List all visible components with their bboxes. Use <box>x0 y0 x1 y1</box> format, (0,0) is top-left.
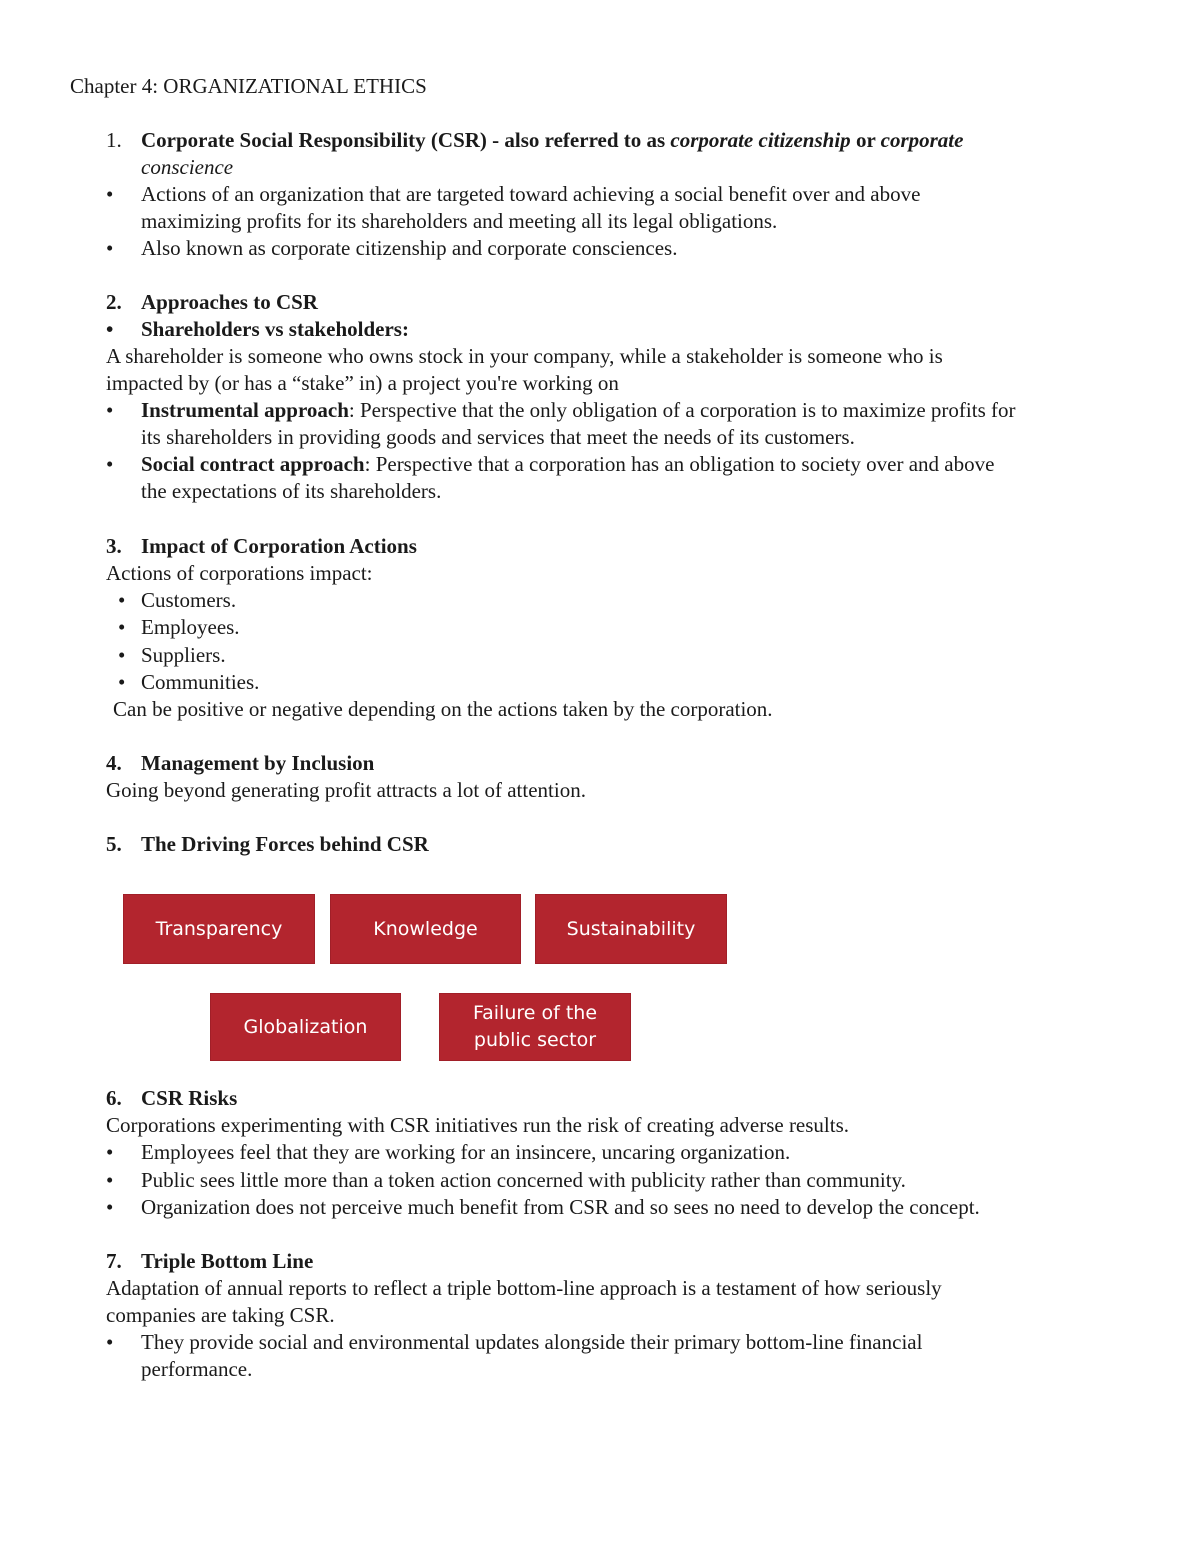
section-7-bullet-line-1: They provide social and environmental updates alongside their primary bottom-line financial <box>141 1330 923 1354</box>
section-1-bullet-1-line-2: maximizing profits for its shareholders and meeting all its legal obligations. <box>141 209 778 233</box>
section-2-subheading: Shareholders vs stakeholders: <box>141 317 409 341</box>
section-4-text: Going beyond generating profit attracts a lot of attention. <box>106 778 586 802</box>
force-label: Globalization <box>243 1015 368 1038</box>
section-2-paragraph-line-2: impacted by (or has a “stake” in) a project you're working on <box>106 371 619 395</box>
bullet: • <box>106 452 114 476</box>
section-1-bullet-2: Also known as corporate citizenship and corporate consciences. <box>141 236 678 260</box>
bullet: • <box>118 670 126 694</box>
force-label: Sustainability <box>566 917 696 940</box>
bullet: • <box>118 615 126 639</box>
list-item: Employees feel that they are working for an insincere, uncaring organization. <box>141 1140 791 1164</box>
force-box-globalization <box>210 993 401 1061</box>
bullet: • <box>106 317 114 341</box>
section-2-bullet-1-line-1 <box>141 397 1015 424</box>
force-label: Knowledge <box>373 917 478 940</box>
section-7-bullet-line-2: performance. <box>141 1357 253 1381</box>
section-2-bullet-2-line-1 <box>141 451 994 478</box>
section-3-intro: Actions of corporations impact: <box>106 561 373 585</box>
force-box-knowledge <box>330 894 521 964</box>
section-6-intro: Corporations experimenting with CSR initiatives run the risk of creating adverse results. <box>106 1113 850 1137</box>
section-1-heading-or: or <box>850 128 881 152</box>
force-box-failure-public-sector <box>439 993 631 1061</box>
bullet: • <box>106 1330 114 1354</box>
section-2-bullet-1-line-2: its shareholders in providing goods and services that meet the needs of its customers. <box>141 425 855 449</box>
bullet: • <box>106 1195 114 1219</box>
section-7-heading: Triple Bottom Line <box>141 1249 314 1273</box>
section-7-number: 7. <box>106 1249 122 1273</box>
bullet: • <box>106 236 114 260</box>
list-item: Customers. <box>141 588 237 612</box>
instrumental-approach-definition: : Perspective that the only obligation of a corporation is to maximize profits for <box>348 398 1016 422</box>
section-7-paragraph-line-2: companies are taking CSR. <box>106 1303 335 1327</box>
bullet: • <box>106 182 114 206</box>
list-item: Suppliers. <box>141 643 226 667</box>
section-6-number: 6. <box>106 1086 122 1110</box>
list-item: Organization does not perceive much benefit from CSR and so sees no need to develop the concept. <box>141 1195 980 1219</box>
section-4-number: 4. <box>106 751 122 775</box>
list-item: Communities. <box>141 670 260 694</box>
section-1-bullet-1-line-1: Actions of an organization that are targeted toward achieving a social benefit over and above <box>141 182 921 206</box>
list-item: Public sees little more than a token action concerned with publicity rather than community. <box>141 1168 906 1192</box>
force-box-transparency <box>123 894 315 964</box>
bullet: • <box>118 643 126 667</box>
section-3-number: 3. <box>106 534 122 558</box>
section-2-heading: Approaches to CSR <box>141 290 318 314</box>
section-6-heading: CSR Risks <box>141 1086 238 1110</box>
section-3-outro: Can be positive or negative depending on the actions taken by the corporation. <box>113 697 773 721</box>
force-box-sustainability <box>535 894 727 964</box>
social-contract-approach-definition: : Perspective that a corporation has an obligation to society over and above <box>364 452 995 476</box>
instrumental-approach-term: Instrumental approach <box>141 398 349 422</box>
section-5-heading: The Driving Forces behind CSR <box>141 832 429 856</box>
chapter-title: Chapter 4: ORGANIZATIONAL ETHICS <box>70 74 427 98</box>
section-4-heading: Management by Inclusion <box>141 751 375 775</box>
section-2-paragraph-line-1: A shareholder is someone who owns stock in your company, while a stakeholder is someone who is <box>106 344 943 368</box>
section-5-number: 5. <box>106 832 122 856</box>
bullet: • <box>118 588 126 612</box>
section-1-number: 1. <box>106 128 122 152</box>
section-2-bullet-2-line-2: the expectations of its shareholders. <box>141 479 442 503</box>
section-3-heading: Impact of Corporation Actions <box>141 534 417 558</box>
section-1-heading <box>141 127 963 154</box>
section-2-number: 2. <box>106 290 122 314</box>
bullet: • <box>106 1140 114 1164</box>
section-1-heading-line-2: conscience <box>141 155 234 179</box>
bullet: • <box>106 398 114 422</box>
section-7-paragraph-line-1: Adaptation of annual reports to reflect a triple bottom-line approach is a testament of how seriously <box>106 1276 942 1300</box>
section-1-heading-italic-1: corporate citizenship <box>670 128 851 152</box>
force-label: Failure of the public sector <box>472 1002 598 1051</box>
force-label: Transparency <box>155 917 283 940</box>
section-1-heading-italic-2: corporate <box>880 128 964 152</box>
section-1-heading-text: Corporate Social Responsibility (CSR) - also referred to as <box>141 128 671 152</box>
list-item: Employees. <box>141 615 240 639</box>
social-contract-approach-term: Social contract approach <box>141 452 365 476</box>
bullet: • <box>106 1168 114 1192</box>
